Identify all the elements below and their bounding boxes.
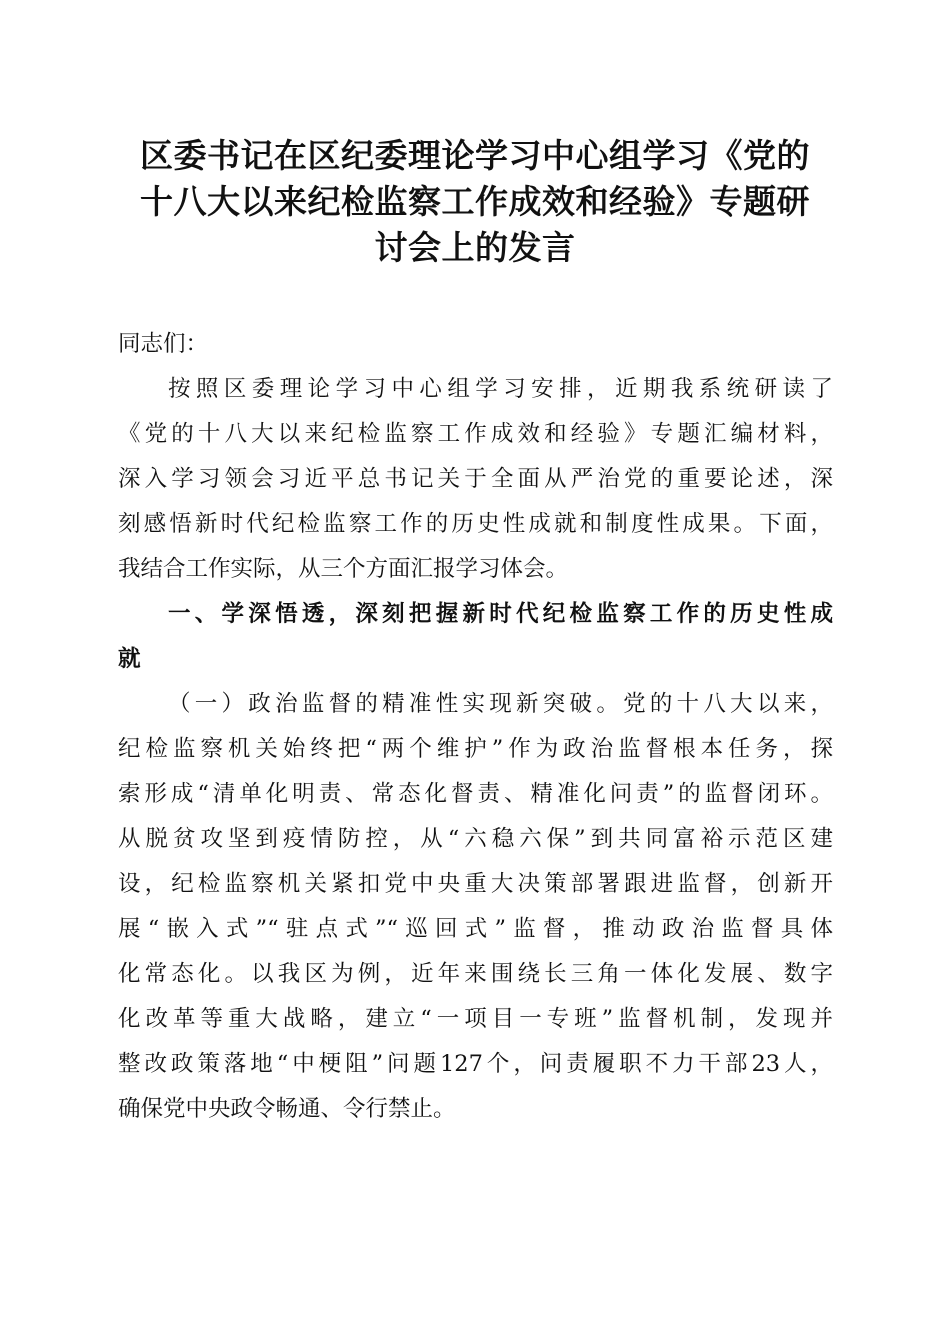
paragraph-line: 刻感悟新时代纪检监察工作的历史性成就和制度性成果。下面， <box>118 511 833 537</box>
paragraph-line: 索形成“清单化明责、常态化督责、精准化问责”的监督闭环。 <box>118 781 833 807</box>
paragraph-line: 按照区委理论学习中心组学习安排，近期我系统研读了 <box>168 376 833 402</box>
section-heading <box>118 592 833 682</box>
paragraph-line: 整改政策落地“中梗阻”问题127个，问责履职不力干部23人， <box>118 1051 833 1077</box>
subsection-paragraph <box>118 682 833 1132</box>
document-body <box>118 322 833 1132</box>
document-title <box>100 133 850 271</box>
heading-line: 一、学深悟透，深刻把握新时代纪检监察工作的历史性成 <box>168 601 833 627</box>
heading-line: 就 <box>118 646 141 672</box>
title-line: 区委书记在区纪委理论学习中心组学习《党的 <box>140 136 810 175</box>
paragraph-line: 从脱贫攻坚到疫情防控，从“六稳六保”到共同富裕示范区建 <box>118 826 833 852</box>
paragraph-line: 确保党中央政令畅通、令行禁止。 <box>118 1096 456 1122</box>
title-line: 讨会上的发言 <box>374 228 576 267</box>
paragraph-line: 设，纪检监察机关紧扣党中央重大决策部署跟进监督，创新开 <box>118 871 833 897</box>
paragraph-line: 纪检监察机关始终把“两个维护”作为政治监督根本任务，探 <box>118 736 833 762</box>
paragraph-line: 化改革等重大战略，建立“一项目一专班”监督机制，发现并 <box>118 1006 833 1032</box>
paragraph-line: 深入学习领会习近平总书记关于全面从严治党的重要论述，深 <box>118 466 833 492</box>
paragraph-line: 展“嵌入式”“驻点式”“巡回式”监督，推动政治监督具体 <box>118 916 833 942</box>
paragraph-line: （一）政治监督的精准性实现新突破。党的十八大以来， <box>168 691 833 717</box>
paragraph-line: 化常态化。以我区为例，近年来围绕长三角一体化发展、数字 <box>118 961 833 987</box>
paragraph-line: 《党的十八大以来纪检监察工作成效和经验》专题汇编材料， <box>118 421 833 447</box>
title-line: 十八大以来纪检监察工作成效和经验》专题研 <box>140 182 810 221</box>
intro-paragraph <box>118 367 833 592</box>
paragraph-line: 我结合工作实际，从三个方面汇报学习体会。 <box>118 556 569 582</box>
salutation: 同志们： <box>118 331 209 357</box>
